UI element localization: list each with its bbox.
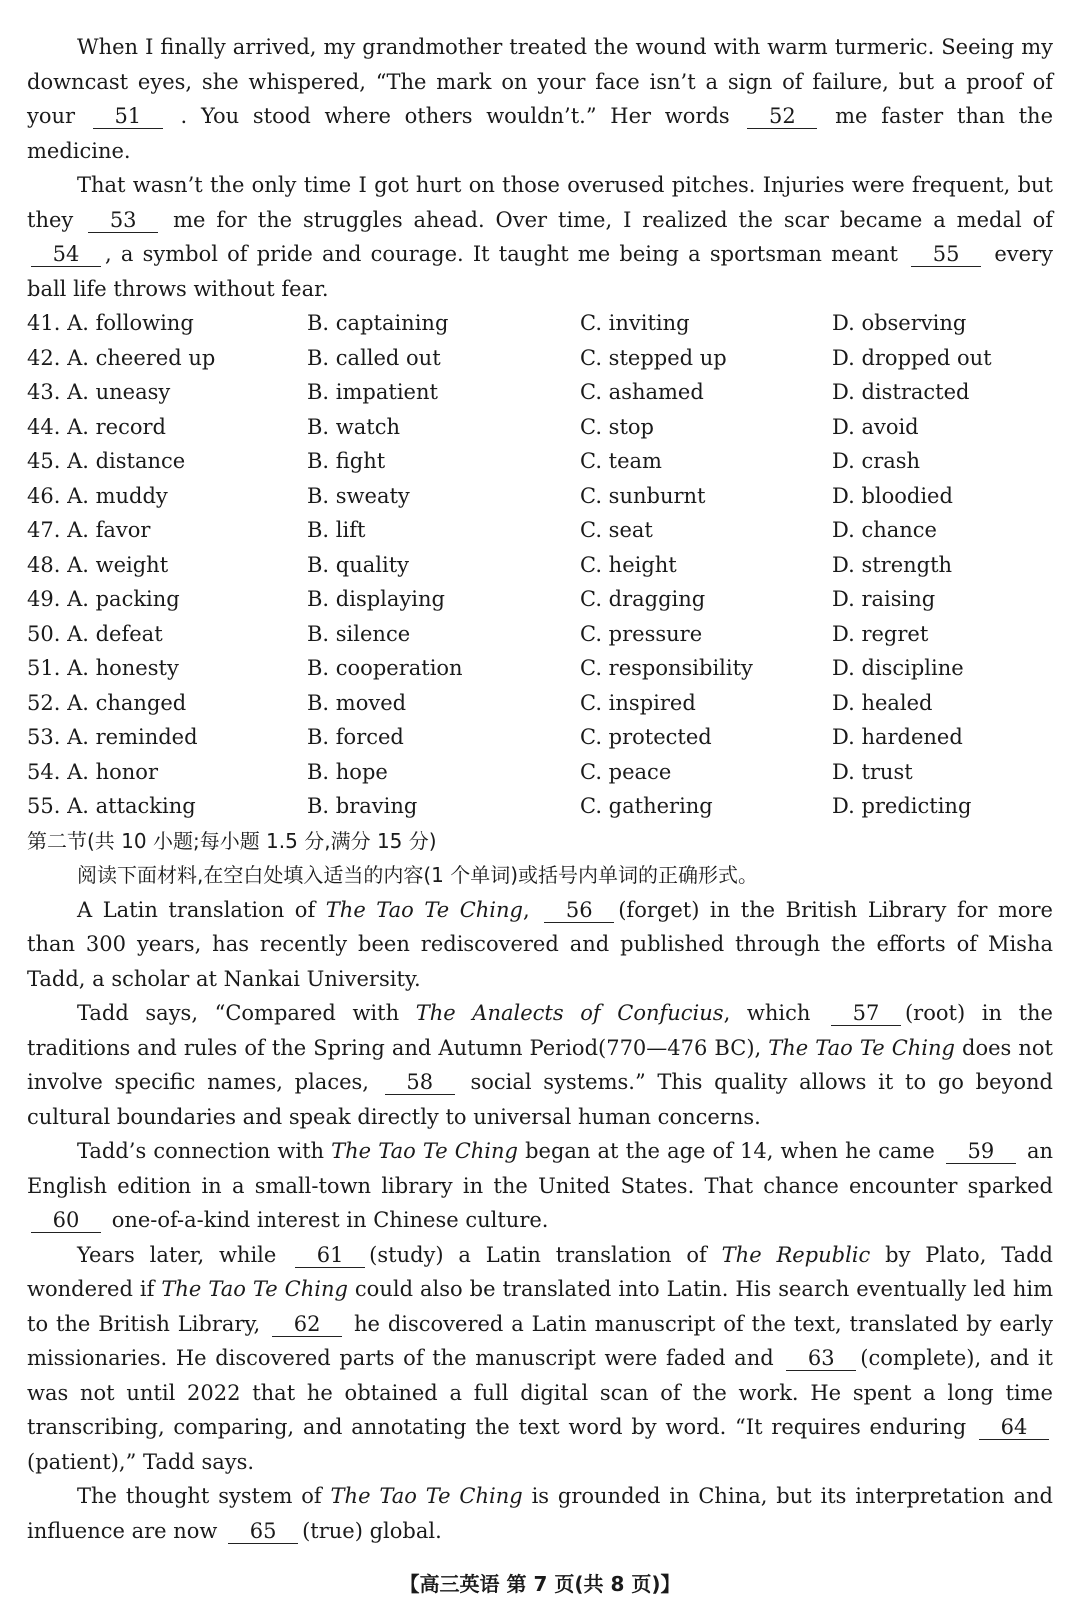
option-row <box>27 755 1053 790</box>
question-number: 43. <box>27 380 61 404</box>
option-b: B. fight <box>307 449 386 473</box>
option-cell <box>832 617 1053 652</box>
option-a: A. following <box>67 311 194 335</box>
text: could also be translated into Latin. His search eventually led him to the British Library, <box>27 1277 1053 1336</box>
book-title: The Analects of Confucius <box>415 1001 724 1025</box>
option-row <box>27 341 1053 376</box>
text: , which <box>723 1001 811 1025</box>
option-cell <box>580 375 832 410</box>
question-number: 49. <box>27 587 61 611</box>
blank-61: 61 <box>295 1243 365 1268</box>
option-cell <box>27 582 307 617</box>
option-cell <box>307 617 580 652</box>
option-cell <box>580 479 832 514</box>
option-cell <box>27 651 307 686</box>
option-cell <box>27 444 307 479</box>
option-b: B. silence <box>307 621 411 646</box>
option-c: C. ashamed <box>580 380 704 404</box>
option-row <box>27 789 1053 824</box>
option-a: A. reminded <box>67 725 198 749</box>
option-cell <box>580 755 832 790</box>
blank-59: 59 <box>946 1139 1016 1164</box>
text: me for the struggles ahead. Over time, I realized the scar became a medal of <box>173 207 1054 232</box>
blank-63: 63 <box>786 1346 856 1371</box>
text: , a symbol of pride and courage. It taught me being a sportsman meant <box>105 242 898 266</box>
option-row <box>27 617 1053 652</box>
passage2-paragraph-2 <box>27 996 1053 1134</box>
option-cell <box>580 651 832 686</box>
option-a: A. muddy <box>67 483 168 508</box>
option-d: D. regret <box>832 621 929 646</box>
option-c: C. seat <box>580 518 653 542</box>
blank-56: 56 <box>544 898 614 923</box>
option-cell <box>27 410 307 445</box>
option-cell <box>832 410 1053 445</box>
option-b: B. cooperation <box>307 656 463 680</box>
option-cell <box>832 513 1053 548</box>
option-d: D. avoid <box>832 414 919 439</box>
option-cell <box>832 375 1053 410</box>
passage2-paragraph-4 <box>27 1238 1053 1480</box>
option-c: C. responsibility <box>580 656 753 680</box>
text: he discovered a Latin manuscript of the text, translated by early missionaries. He discovered parts of the manuscript were faded and <box>27 1311 1053 1370</box>
option-d: D. strength <box>832 552 953 577</box>
blank-57: 57 <box>831 1001 901 1026</box>
text: Tadd’s connection with <box>77 1139 325 1163</box>
text: began at the age of 14, when he came <box>525 1139 935 1163</box>
page-footer: 【高三英语 第 7 页(共 8 页)】 <box>399 1572 681 1596</box>
blank-53: 53 <box>88 208 158 233</box>
book-title: The Tao Te Ching <box>325 897 523 922</box>
option-d: D. distracted <box>832 380 970 404</box>
option-cell <box>27 513 307 548</box>
option-a: A. record <box>67 414 166 439</box>
option-row <box>27 479 1053 514</box>
question-number: 47. <box>27 518 61 542</box>
option-cell <box>832 720 1053 755</box>
text: an English edition in a small-town library in the United States. That chance encounter sparked <box>27 1139 1053 1198</box>
section-instruction: 阅读下面材料,在空白处填入适当的内容(1 个单词)或括号内单词的正确形式。 <box>77 863 759 887</box>
option-cell <box>832 686 1053 721</box>
option-row <box>27 444 1053 479</box>
text: every ball life throws without fear. <box>27 242 1053 301</box>
option-c: C. height <box>580 552 677 577</box>
text: (true) global. <box>302 1518 442 1543</box>
option-cell <box>307 686 580 721</box>
option-c: C. pressure <box>580 621 703 646</box>
option-a: A. attacking <box>67 794 196 818</box>
question-number: 51. <box>27 656 61 680</box>
option-d: D. trust <box>832 759 913 784</box>
text: (complete), and it was not until 2022 that he obtained a full digital scan of the work. He spent a long time transcribing, comparing, and annotating the text word by word. “It requires enduring <box>27 1346 1053 1439</box>
option-cell <box>832 306 1053 341</box>
option-d: D. dropped out <box>832 345 992 370</box>
option-cell <box>832 548 1053 583</box>
option-b: B. captaining <box>307 311 449 335</box>
blank-60: 60 <box>31 1208 101 1233</box>
option-c: C. gathering <box>580 794 713 818</box>
option-row <box>27 513 1053 548</box>
text: Tadd says, “Compared with <box>77 1001 400 1025</box>
option-c: C. stop <box>580 414 654 439</box>
passage2-paragraph-5 <box>27 1479 1053 1548</box>
option-d: D. chance <box>832 518 937 542</box>
option-d: D. discipline <box>832 656 964 680</box>
question-number: 55. <box>27 794 61 818</box>
option-a: A. packing <box>67 587 180 611</box>
book-title: The Republic <box>721 1242 871 1267</box>
option-c: C. protected <box>580 725 712 749</box>
text: Years later, while <box>77 1242 277 1267</box>
option-a: A. honesty <box>67 656 179 680</box>
option-cell <box>832 341 1053 376</box>
book-title: The Tao Te Ching <box>331 1139 518 1163</box>
book-title: The Tao Te Ching <box>768 1035 955 1060</box>
option-cell <box>27 479 307 514</box>
section-heading: 第二节(共 10 小题;每小题 1.5 分,满分 15 分) <box>27 828 437 853</box>
option-cell <box>27 548 307 583</box>
text: (root) in the traditions and rules of the Spring and Autumn Period(770—476 BC), <box>27 1001 1053 1060</box>
option-a: A. defeat <box>67 621 163 646</box>
option-cell <box>832 651 1053 686</box>
option-a: A. cheered up <box>67 345 216 370</box>
text: That wasn’t the only time I got hurt on those overused pitches. Injuries were frequent, but they <box>27 173 1053 232</box>
book-title: The Tao Te Ching <box>330 1484 523 1508</box>
option-b: B. braving <box>307 794 418 818</box>
text: by Plato, Tadd wondered if <box>27 1242 1053 1301</box>
option-cell <box>307 375 580 410</box>
option-row <box>27 582 1053 617</box>
question-number: 45. <box>27 449 61 473</box>
option-cell <box>580 720 832 755</box>
option-a: A. uneasy <box>67 380 171 404</box>
blank-58: 58 <box>385 1070 455 1095</box>
question-number: 41. <box>27 311 61 335</box>
option-cell <box>27 789 307 824</box>
passage2-paragraph-1 <box>27 893 1053 997</box>
option-cell <box>580 582 832 617</box>
text: (study) a Latin translation of <box>369 1242 707 1267</box>
option-a: A. changed <box>67 690 187 715</box>
text: one-of-a-kind interest in Chinese culture. <box>111 1208 549 1232</box>
option-cell <box>307 341 580 376</box>
passage1-paragraph-2 <box>27 168 1053 306</box>
option-d: D. predicting <box>832 794 972 818</box>
text: The thought system of <box>77 1484 322 1508</box>
option-cell <box>27 686 307 721</box>
blank-52: 52 <box>747 104 817 129</box>
option-b: B. hope <box>307 759 388 784</box>
option-b: B. lift <box>307 518 366 542</box>
blank-65: 65 <box>228 1519 298 1544</box>
option-cell <box>27 755 307 790</box>
option-cell <box>307 651 580 686</box>
option-cell <box>832 444 1053 479</box>
option-c: C. peace <box>580 759 672 784</box>
option-cell <box>27 306 307 341</box>
blank-55: 55 <box>911 242 981 267</box>
option-c: C. team <box>580 449 662 473</box>
option-cell <box>580 341 832 376</box>
option-a: A. distance <box>67 449 186 473</box>
option-d: D. crash <box>832 449 921 473</box>
option-cell <box>307 755 580 790</box>
option-cell <box>580 686 832 721</box>
option-cell <box>580 306 832 341</box>
blank-51: 51 <box>93 104 163 129</box>
question-number: 42. <box>27 345 61 370</box>
text: (forget) in the British Library for more than 300 years, has recently been rediscovered and published through the efforts of Misha Tadd, a scholar at Nankai University. <box>27 897 1053 991</box>
option-cell <box>580 617 832 652</box>
option-cell <box>832 789 1053 824</box>
option-a: A. honor <box>67 759 158 784</box>
text: does not involve specific names, places, <box>27 1035 1053 1094</box>
option-b: B. impatient <box>307 380 438 404</box>
option-c: C. sunburnt <box>580 483 706 508</box>
question-number: 53. <box>27 725 61 749</box>
option-cell <box>580 444 832 479</box>
option-row <box>27 306 1053 341</box>
option-c: C. inspired <box>580 690 696 715</box>
option-cell <box>307 306 580 341</box>
option-b: B. forced <box>307 725 404 749</box>
option-b: B. called out <box>307 345 441 370</box>
option-d: D. observing <box>832 311 967 335</box>
option-row <box>27 686 1053 721</box>
option-a: A. weight <box>67 552 169 577</box>
option-cell <box>580 789 832 824</box>
option-row <box>27 720 1053 755</box>
question-number: 52. <box>27 690 61 715</box>
option-cell <box>832 479 1053 514</box>
option-cell <box>27 341 307 376</box>
option-cell <box>307 548 580 583</box>
question-number: 44. <box>27 414 61 439</box>
question-number: 50. <box>27 621 61 646</box>
text: (patient),” Tadd says. <box>27 1449 255 1474</box>
text: . You stood where others wouldn’t.” Her words <box>180 104 730 128</box>
blank-62: 62 <box>272 1312 342 1337</box>
question-number: 54. <box>27 759 61 784</box>
option-cell <box>307 479 580 514</box>
text: me faster than the medicine. <box>27 104 1054 163</box>
option-cell <box>27 720 307 755</box>
blank-64: 64 <box>979 1415 1049 1440</box>
option-cell <box>307 720 580 755</box>
text: is grounded in China, but its interpretation and influence are now <box>27 1484 1053 1543</box>
text: , <box>523 897 530 922</box>
option-cell <box>27 617 307 652</box>
options-list <box>27 306 1053 824</box>
option-cell <box>580 410 832 445</box>
option-row <box>27 651 1053 686</box>
option-cell <box>307 513 580 548</box>
option-d: D. hardened <box>832 725 963 749</box>
option-cell <box>832 582 1053 617</box>
option-b: B. moved <box>307 690 407 715</box>
option-cell <box>307 444 580 479</box>
option-cell <box>27 375 307 410</box>
option-c: C. dragging <box>580 587 706 611</box>
blank-54: 54 <box>31 242 101 267</box>
passage1-paragraph-1 <box>27 30 1053 168</box>
option-cell <box>307 789 580 824</box>
option-b: B. sweaty <box>307 483 410 508</box>
option-cell <box>580 548 832 583</box>
option-a: A. favor <box>67 518 151 542</box>
option-b: B. watch <box>307 414 401 439</box>
question-number: 48. <box>27 552 61 577</box>
text: When I finally arrived, my grandmother treated the wound with warm turmeric. Seeing my downcast eyes, she whispered, “The mark on your face isn’t a sign of failure, but a proof of your <box>27 35 1053 128</box>
question-number: 46. <box>27 483 61 508</box>
option-b: B. displaying <box>307 587 445 611</box>
book-title: The Tao Te Ching <box>161 1277 348 1301</box>
option-cell <box>832 755 1053 790</box>
option-row <box>27 375 1053 410</box>
option-cell <box>307 582 580 617</box>
option-c: C. inviting <box>580 311 690 335</box>
option-cell <box>580 513 832 548</box>
text: social systems.” This quality allows it to go beyond cultural boundaries and speak directly to universal human concerns. <box>27 1070 1054 1129</box>
option-d: D. bloodied <box>832 483 953 508</box>
option-row <box>27 410 1053 445</box>
option-b: B. quality <box>307 552 410 577</box>
passage2-paragraph-3 <box>27 1134 1053 1238</box>
option-row <box>27 548 1053 583</box>
option-cell <box>307 410 580 445</box>
text: A Latin translation of <box>77 897 316 922</box>
option-d: D. raising <box>832 587 936 611</box>
option-d: D. healed <box>832 690 933 715</box>
option-c: C. stepped up <box>580 345 727 370</box>
